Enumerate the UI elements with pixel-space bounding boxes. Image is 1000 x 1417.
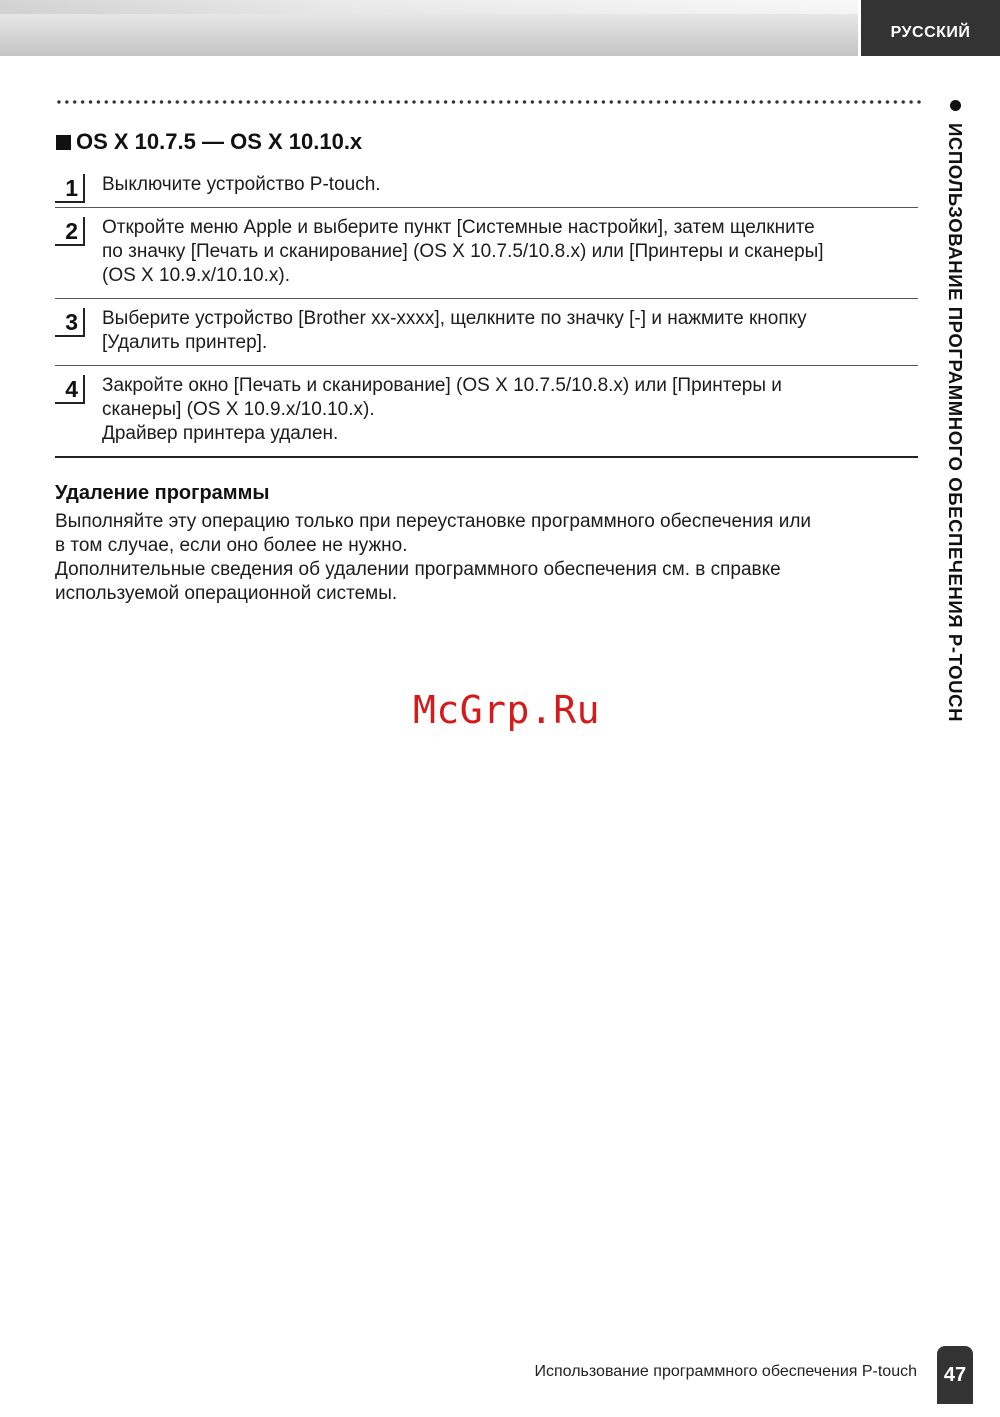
step-number: 3 bbox=[55, 308, 85, 337]
step-line: Драйвер принтера удален. bbox=[102, 423, 339, 444]
step-number: 4 bbox=[55, 375, 85, 404]
watermark: McGrp.Ru bbox=[412, 688, 601, 732]
language-tab: РУССКИЙ bbox=[861, 0, 1000, 56]
removal-heading: Удаление программы bbox=[55, 482, 270, 504]
step-line: [Удалить принтер]. bbox=[102, 332, 268, 353]
dotted-divider bbox=[55, 100, 921, 104]
step-number: 1 bbox=[55, 174, 85, 203]
removal-line: используемой операционной системы. bbox=[55, 583, 398, 604]
square-bullet-icon bbox=[56, 135, 71, 150]
step-text bbox=[102, 208, 824, 298]
step-text bbox=[102, 165, 381, 207]
step-line: Откройте меню Apple и выберите пункт [Системные настройки], затем щелкните bbox=[102, 217, 815, 238]
side-bullet-icon bbox=[950, 100, 961, 111]
section-heading bbox=[55, 129, 362, 155]
step-text bbox=[102, 366, 782, 456]
step-item bbox=[55, 299, 918, 366]
step-line: (OS X 10.9.x/10.10.x). bbox=[102, 265, 290, 286]
section-heading-text: OS X 10.7.5 — OS X 10.10.x bbox=[76, 129, 363, 154]
step-line: Выключите устройство P-touch. bbox=[102, 174, 381, 195]
step-number: 2 bbox=[55, 217, 85, 246]
step-line: Выберите устройство [Brother xx-xxxx], щелкните по значку [-] и нажмите кнопку bbox=[102, 308, 807, 329]
step-line: по значку [Печать и сканирование] (OS X 10.7.5/10.8.x) или [Принтеры и сканеры] bbox=[102, 241, 824, 262]
step-item bbox=[55, 208, 918, 299]
side-chapter-title: ИСПОЛЬЗОВАНИЕ ПРОГРАММНОГО ОБЕСПЕЧЕНИЯ P-TOUCH bbox=[945, 123, 966, 723]
steps-list bbox=[55, 165, 918, 458]
footer-text: Использование программного обеспечения P-touch bbox=[534, 1363, 917, 1380]
removal-line: Дополнительные сведения об удалении программного обеспечения см. в справке bbox=[55, 559, 781, 580]
step-line: Закройте окно [Печать и сканирование] (OS X 10.7.5/10.8.x) или [Принтеры и bbox=[102, 375, 782, 396]
step-item bbox=[55, 165, 918, 208]
removal-line: Выполняйте эту операцию только при переустановке программного обеспечения или bbox=[55, 511, 812, 532]
step-text bbox=[102, 299, 807, 365]
step-item bbox=[55, 366, 918, 458]
removal-line: в том случае, если оно более не нужно. bbox=[55, 535, 408, 556]
page-number: 47 bbox=[937, 1346, 973, 1404]
header-band bbox=[0, 0, 858, 56]
removal-body bbox=[55, 510, 811, 606]
step-line: сканеры] (OS X 10.9.x/10.10.x). bbox=[102, 399, 375, 420]
